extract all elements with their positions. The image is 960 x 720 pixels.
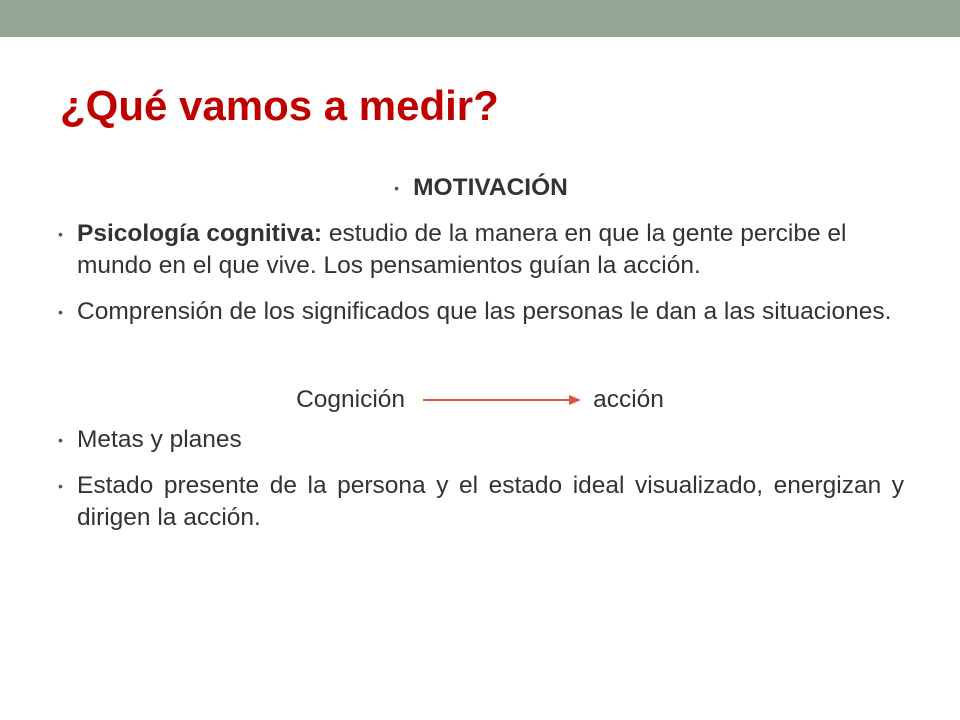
bullet-text: Comprensión de los significados que las personas le dan a las situaciones. xyxy=(77,298,892,325)
bullet-text: estudio de la manera en que la gente percibe el mundo en el que vive. Los pensamientos guían la acción. xyxy=(77,220,847,279)
cognition-action-diagram xyxy=(56,384,904,416)
heading-text: MOTIVACIÓN xyxy=(413,174,568,201)
bullet-icon: • xyxy=(58,226,63,242)
bullet-icon: • xyxy=(58,478,63,494)
bullet-item xyxy=(56,424,904,456)
bullet-icon: • xyxy=(58,432,63,448)
bullet-item xyxy=(56,218,904,282)
slide-title: ¿Qué vamos a medir? xyxy=(60,82,499,129)
bullet-text: Estado presente de la persona y el estado ideal visualizado, energizan y dirigen la acción. xyxy=(77,472,904,531)
top-decorative-bar xyxy=(0,0,960,37)
bullet-label: Psicología cognitiva: xyxy=(77,220,323,247)
bullet-text: Metas y planes xyxy=(77,426,242,453)
diagram-left-label: Cognición xyxy=(296,386,406,413)
bullet-icon: • xyxy=(58,304,63,320)
right-arrow-icon xyxy=(423,393,581,407)
bullet-item xyxy=(56,470,904,534)
bullet-item xyxy=(56,296,904,328)
diagram-right-label: acción xyxy=(593,386,664,413)
bullet-icon: • xyxy=(394,180,400,196)
heading-bullet xyxy=(56,172,904,204)
slide-content xyxy=(56,172,904,548)
